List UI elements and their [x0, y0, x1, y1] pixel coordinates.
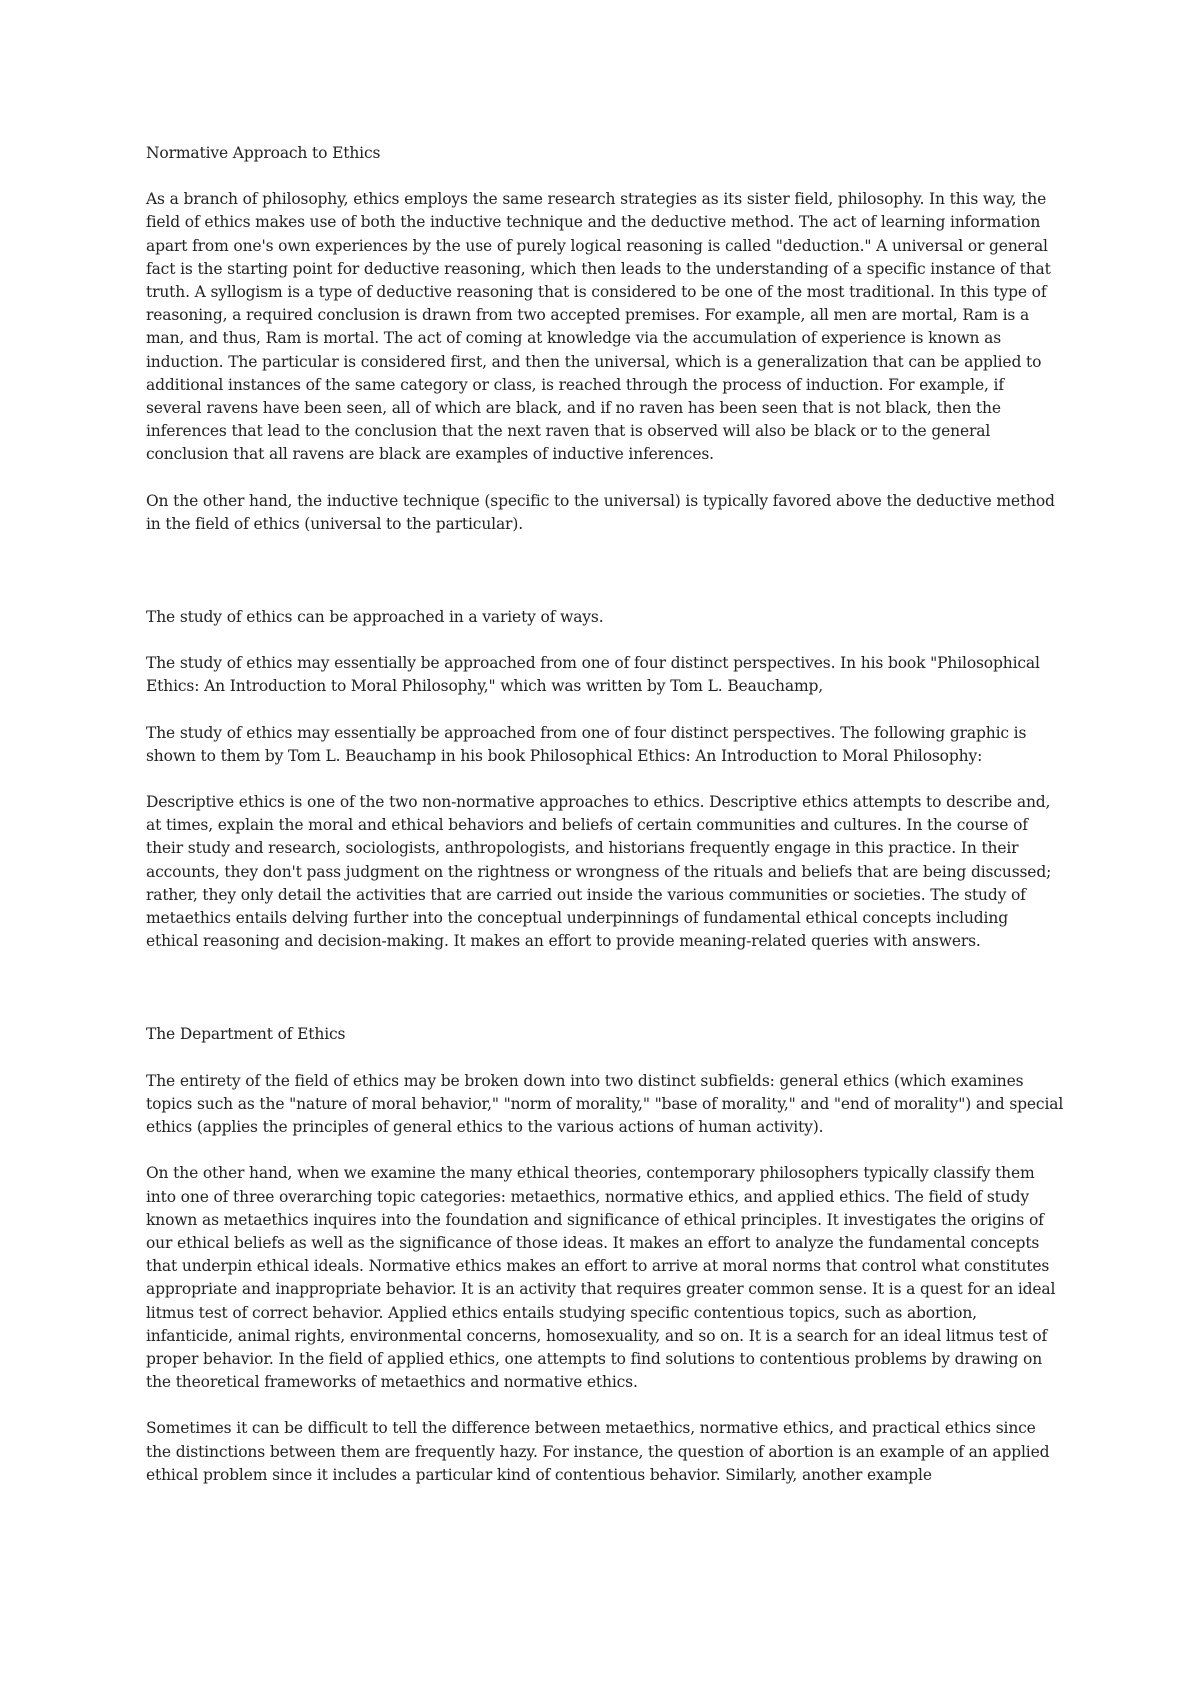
paragraph-three-categories: On the other hand, when we examine the many ethical theories, contemporary philosophers typically classify them into one of three overarching topic categories: metaethics, normative ethics, and applied ethics. The field of study known as metaethics inquires into the foundation and significance of ethical principles. It investigates the origins of our ethical beliefs as well as the significance of those ideas. It makes an effort to analyze the fundamental concepts that underpin ethical ideals. Normative ethics makes an effort to arrive at moral norms that control what constitutes appropriate and inappropriate behavior. It is an activity that requires greater common sense. It is a quest for an ideal litmus test of correct behavior. Applied ethics entails studying specific contentious topics, such as abortion, infanticide, animal rights, environmental concerns, homosexuality, and so on. It is a search for an ideal litmus test of proper behavior. In the field of applied ethics, one attempts to find solutions to contentious problems by drawing on the theoretical frameworks of metaethics and normative ethics.	[146, 1164, 1056, 1392]
paragraph-descriptive-ethics: Descriptive ethics is one of the two non-normative approaches to ethics. Descriptive ethics attempts to describe and, at times, explain the moral and ethical behaviors and beliefs of certain communities and cultures. In the course of their study and research, sociologists, anthropologists, and historians frequently engage in this practice. In their accounts, they don't pass judgment on the rightness or wrongness of the rituals and beliefs that are being discussed; rather, they only detail the activities that are carried out inside the various communities or societies. The study of metaethics entails delving further into the conceptual underpinnings of fundamental ethical concepts including ethical reasoning and decision-making. It makes an effort to provide meaning-related queries with answers.	[146, 793, 1052, 951]
paragraph-inductive-favored: On the other hand, the inductive technique (specific to the universal) is typically favored above the deductive method in the field of ethics (universal to the particular).	[146, 491, 1055, 533]
document-page	[146, 142, 1064, 1487]
paragraph-distinctions-hazy: Sometimes it can be difficult to tell the difference between metaethics, normative ethics, and practical ethics since the distinctions between them are frequently hazy. For instance, the question of abortion is an example of an applied ethical problem since it includes a particular kind of contentious behavior. Similarly, another example	[146, 1419, 1050, 1484]
paragraph-four-perspectives-1: The study of ethics may essentially be approached from one of four distinct perspectives. In his book "Philosophical Ethics: An Introduction to Moral Philosophy," which was written by Tom L. Beauchamp,	[146, 654, 1040, 696]
paragraph-four-perspectives-2: The study of ethics may essentially be approached from one of four distinct perspectives. The following graphic is shown to them by Tom L. Beauchamp in his book Philosophical Ethics: An Introduction to Moral Philosophy:	[146, 723, 1027, 765]
section-heading-normative-approach: Normative Approach to Ethics	[146, 144, 381, 162]
section-heading-approaches: The study of ethics can be approached in a variety of ways.	[146, 608, 604, 627]
paragraph-deduction-induction: As a branch of philosophy, ethics employs the same research strategies as its sister field, philosophy. In this way, the field of ethics makes use of both the inductive technique and the deductive method. The act of learning information apart from one's own experiences by the use of purely logical reasoning is called "deduction." A universal or general fact is the starting point for deductive reasoning, which then leads to the understanding of a specific instance of that truth. A syllogism is a type of deductive reasoning that is considered to be one of the most traditional. In this type of reasoning, a required conclusion is drawn from two accepted premises. For example, all men are mortal, Ram is a man, and thus, Ram is mortal. The act of coming at knowledge via the accumulation of experience is known as induction. The particular is considered first, and then the universal, which is a generalization that can be applied to additional instances of the same category or class, is reached through the process of induction. For example, if several ravens have been seen, all of which are black, and if no raven has been seen that is not black, then the inferences that lead to the conclusion that the next raven that is observed will also be black or to the general conclusion that all ravens are black are examples of inductive inferences.	[146, 190, 1051, 464]
paragraph-subfields: The entirety of the field of ethics may be broken down into two distinct subfields: general ethics (which examines topics such as the "nature of moral behavior," "norm of morality," "base of morality," and "end of morality") and special ethics (applies the principles of general ethics to the various actions of human activity).	[146, 1071, 1064, 1137]
section-heading-department: The Department of Ethics	[146, 1025, 346, 1044]
